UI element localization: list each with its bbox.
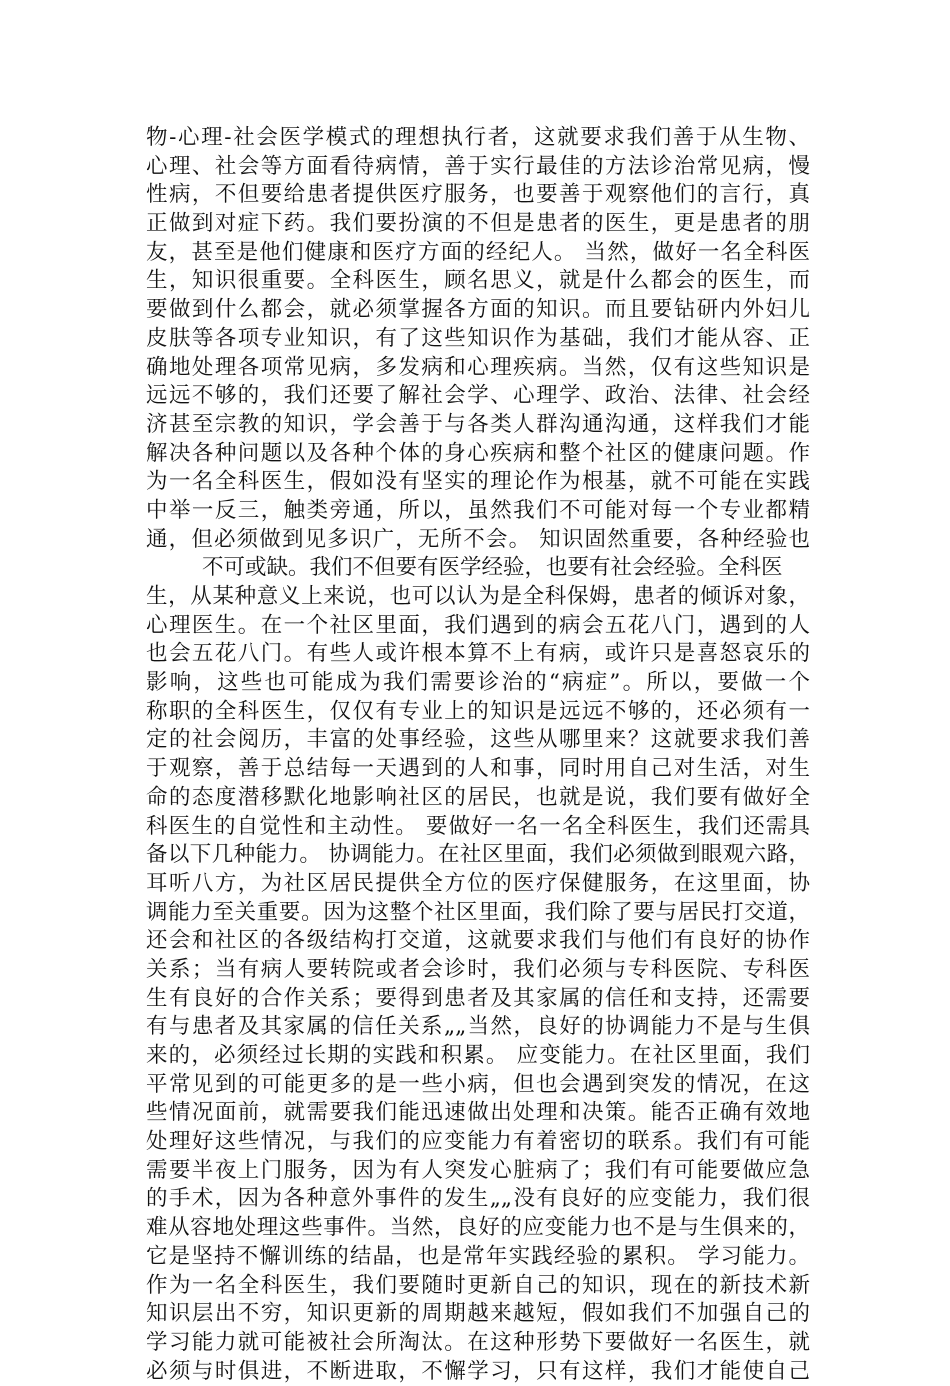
text-line: 性病，不但要给患者提供医疗服务，也要善于观察他们的言行，真 [146,182,810,208]
text-line: 正做到对症下药。我们要扮演的不但是患者的医生，更是患者的朋 [146,211,810,237]
text-line: 必须与时俱进，不断进取，不懈学习，只有这样，我们才能使自己 [146,1358,810,1384]
text-line: 影响，这些也可能成为我们需要诊治的“病症”。所以，要做一个 [146,670,810,696]
text-line: 备以下几种能力。 协调能力。在社区里面，我们必须做到眼观六路， [146,842,810,868]
text-line: 科医生的自觉性和主动性。 要做好一名一名全科医生，我们还需具 [146,813,810,839]
text-line: 解决各种问题以及各种个体的身心疾病和整个社区的健康问题。作 [146,440,810,466]
text-line: 通，但必须做到见多识广，无所不会。 知识固然重要，各种经验也 [146,526,810,552]
text-line: 友，甚至是他们健康和医疗方面的经纪人。 当然，做好一名全科医 [146,239,810,265]
text-line: 它是坚持不懈训练的结晶，也是常年实践经验的累积。 学习能力。 [146,1243,810,1269]
body-text [146,124,810,1386]
text-line: 生，知识很重要。全科医生，顾名思义，就是什么都会的医生，而 [146,268,810,294]
text-line: 命的态度潜移默化地影响社区的居民，也就是说，我们要有做好全 [146,784,810,810]
text-line: 为一名全科医生，假如没有坚实的理论作为根基，就不可能在实践 [146,469,810,495]
text-line: 调能力至关重要。因为这整个社区里面，我们除了要与居民打交道， [146,899,810,925]
text-line: 有与患者及其家属的信任关系„„当然，良好的协调能力不是与生俱 [146,1014,810,1040]
text-line: 也会五花八门。有些人或许根本算不上有病，或许只是喜怒哀乐的 [146,641,810,667]
text-line: 于观察，善于总结每一天遇到的人和事，同时用自己对生活，对生 [146,756,810,782]
text-line: 心理、社会等方面看待病情，善于实行最佳的方法诊治常见病，慢 [146,153,810,179]
text-line: 要做到什么都会，就必须掌握各方面的知识。而且要钻研内外妇儿 [146,297,810,323]
text-line: 学习能力就可能被社会所淘汰。在这种形势下要做好一名医生，就 [146,1329,810,1355]
text-line: 中举一反三，触类旁通，所以，虽然我们不可能对每一个专业都精 [146,497,810,523]
text-line: 远远不够的，我们还要了解社会学、心理学、政治、法律、社会经 [146,383,810,409]
text-line: 关系；当有病人要转院或者会诊时，我们必须与专科医院、专科医 [146,956,810,982]
text-line: 需要半夜上门服务，因为有人突发心脏病了；我们有可能要做应急 [146,1157,810,1183]
text-line: 平常见到的可能更多的是一些小病，但也会遇到突发的情况，在这 [146,1071,810,1097]
text-line: 心理医生。在一个社区里面，我们遇到的病会五花八门，遇到的人 [146,612,810,638]
text-line: 些情况面前，就需要我们能迅速做出处理和决策。能否正确有效地 [146,1100,810,1126]
text-line: 还会和社区的各级结构打交道，这就要求我们与他们有良好的协作 [146,928,810,954]
text-line: 难从容地处理这些事件。当然，良好的应变能力也不是与生俱来的， [146,1215,810,1241]
text-line: 称职的全科医生，仅仅有专业上的知识是远远不够的，还必须有一 [146,698,810,724]
text-line: 作为一名全科医生，我们要随时更新自己的知识，现在的新技术新 [146,1272,810,1298]
text-line: 来的，必须经过长期的实践和积累。 应变能力。在社区里面，我们 [146,1043,810,1068]
text-line: 处理好这些情况，与我们的应变能力有着密切的联系。我们有可能 [146,1129,810,1155]
text-line: 不可或缺。我们不但要有医学经验，也要有社会经验。全科医 [202,555,783,581]
text-line: 皮肤等各项专业知识，有了这些知识作为基础，我们才能从容、正 [146,325,810,351]
text-line: 物-心理-社会医学模式的理想执行者，这就要求我们善于从生物、 [146,125,810,150]
text-line: 定的社会阅历，丰富的处事经验，这些从哪里来？这就要求我们善 [146,727,810,753]
text-line: 知识层出不穷，知识更新的周期越来越短，假如我们不加强自己的 [146,1301,810,1327]
text-line: 生有良好的合作关系；要得到患者及其家属的信任和支持，还需要 [146,985,810,1011]
text-line: 耳听八方，为社区居民提供全方位的医疗保健服务，在这里面，协 [146,870,810,896]
text-line: 济甚至宗教的知识，学会善于与各类人群沟通沟通，这样我们才能 [146,411,810,437]
text-line: 生，从某种意义上来说，也可以认为是全科保姆，患者的倾诉对象， [146,584,810,609]
text-line: 确地处理各项常见病，多发病和心理疾病。当然，仅有这些知识是 [146,354,810,380]
text-line: 的手术，因为各种意外事件的发生„„没有良好的应变能力，我们很 [146,1186,810,1212]
